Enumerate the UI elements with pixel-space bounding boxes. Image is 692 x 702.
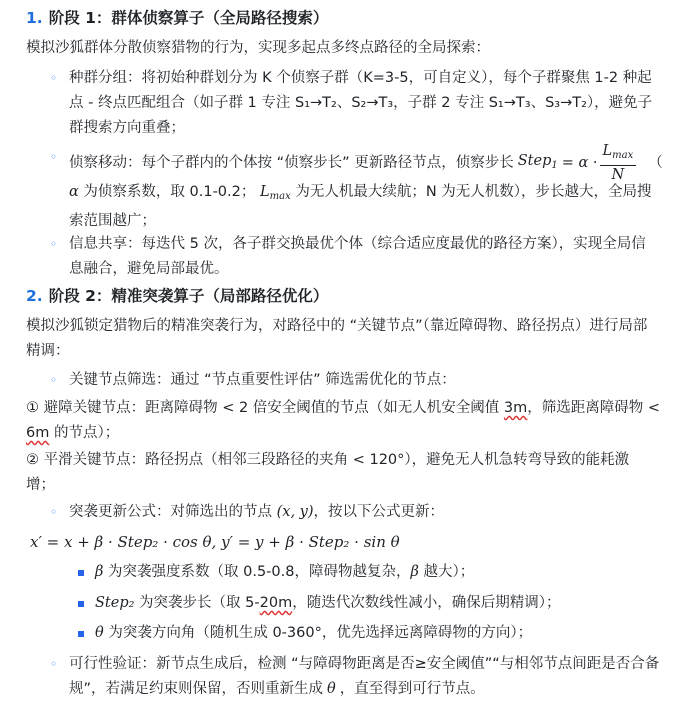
text-segment: 规”，若满足约束则保留，否则重新生成	[69, 681, 324, 697]
bullet-icon: ◦	[50, 505, 58, 519]
math-sub: max	[612, 150, 634, 161]
text-segment: ，筛选距离障碍物 <	[527, 400, 661, 416]
bullet-icon: ◦	[50, 373, 58, 387]
text-line: 信息共享：每迭代 5 次，各子群交换最优个体（综合适应度最优的路径方案），实现全局信	[69, 236, 646, 252]
text-line: 精调：	[26, 343, 70, 359]
text-line	[26, 396, 684, 421]
bullet-icon: ◦	[50, 71, 58, 85]
fraction-denominator: N	[611, 167, 625, 183]
text-line: 点 - 终点匹配组合（如子群 1 专注 S₁→T₂、S₂→T₃，子群 2 专注 S₁→T₃、S₃→T₂），避免子	[69, 95, 653, 111]
text-line	[69, 180, 682, 209]
stage2-item-update-formula	[69, 500, 682, 525]
math-sub: 1	[551, 159, 558, 171]
stage2-number: 2.	[26, 287, 43, 305]
stage2-item-feasibility	[69, 652, 682, 702]
text-segment: 3m	[503, 400, 528, 416]
text-line	[69, 677, 682, 702]
text-line: 索范围越广；	[69, 213, 156, 229]
math-sub: max	[269, 191, 291, 202]
text-segment: 6m	[26, 425, 50, 441]
text-line: 可行性验证：新节点生成后，检测 “与障碍物距离是否≥安全阈值”“与相邻节点间距是否合备	[69, 656, 660, 672]
math-text: = α ·	[561, 154, 598, 171]
bullet-icon: ◦	[50, 657, 58, 671]
math-text: θ	[327, 681, 336, 697]
math-text: θ	[95, 625, 104, 641]
text-segment: 为侦察系数，取 0.1-0.2；	[83, 184, 256, 200]
bullet-square-icon	[78, 631, 84, 637]
text-line: 增；	[26, 477, 55, 493]
beta-description	[95, 560, 682, 585]
math-text: Step	[517, 152, 552, 169]
theta-description	[95, 621, 682, 646]
avoid-obstacle-criterion	[26, 396, 684, 446]
text-segment: 20m	[259, 595, 293, 611]
bullet-square-icon	[78, 570, 84, 576]
bullet-icon: ◦	[50, 237, 58, 251]
alpha-symbol: α	[69, 184, 79, 200]
smooth-turn-criterion	[26, 448, 684, 498]
text-line: 息融合，避免局部最优。	[69, 261, 229, 277]
stage2-item-key-nodes: 关键节点筛选：通过 “节点重要性评估” 筛选需优化的节点：	[69, 372, 456, 388]
text-segment: ，随迭代次数线性减小，确保后期精调）；	[292, 595, 561, 611]
text-segment: 为突袭强度系数（取 0.5-0.8，障碍物越复杂，	[103, 564, 411, 580]
fraction	[600, 142, 637, 184]
stage2-intro	[26, 314, 684, 364]
text-segment: 为突袭方向角（随机生成 0-360°，优先选择远离障碍物的方向）；	[103, 625, 533, 641]
text-line: 模拟沙狐锁定猎物后的精准突袭行为，对路径中的 “关键节点”（靠近障碍物、路径拐点）进行局部	[26, 318, 648, 334]
stage2-heading	[26, 284, 328, 308]
stage1-item-scout-move	[69, 143, 682, 234]
text-segment: （	[648, 154, 663, 171]
bullet-icon: ◦	[50, 150, 58, 164]
math-text: Step₂	[95, 595, 135, 611]
text-segment: ① 避障关键节点：距离障碍物 < 2 倍安全阈值的节点（如无人机安全阈值	[26, 400, 504, 416]
text-segment: 为无人机最大续航；N 为无人机数），步长越大，全局搜	[295, 184, 652, 200]
text-segment: 的节点）；	[49, 425, 120, 441]
stage1-item-info-share	[69, 232, 682, 282]
stage1-title: 阶段 1：群体侦察算子（全局路径搜索）	[48, 9, 329, 27]
text-segment: ，直至得到可行节点。	[339, 681, 485, 697]
stage1-heading	[26, 6, 328, 30]
stage1-intro: 模拟沙狐群体分散侦察猎物的行为，实现多起点多终点路径的全局探索：	[26, 40, 490, 56]
text-line: 种群分组：将初始种群划分为 K 个侦察子群（K=3-5，可自定义），每个子群聚焦 1-2 种起	[69, 70, 652, 86]
stage1-item-grouping	[69, 66, 682, 141]
text-segment: 为突袭步长（取 5-	[134, 595, 260, 611]
text-segment: 侦察移动：每个子群内的个体按 “侦察步长” 更新路径节点，侦察步长	[69, 154, 514, 171]
math-text: β	[410, 564, 419, 580]
step1-symbol	[518, 149, 558, 178]
text-segment: 越大）；	[418, 564, 475, 580]
update-formula: x′ = x + β · Step₂ · cos θ, y′ = y + β · Step₂ · sin θ	[30, 533, 400, 551]
text-line	[26, 421, 684, 446]
stage2-title: 阶段 2：精准突袭算子（局部路径优化）	[48, 287, 329, 305]
text-segment: ，按以下公式更新：	[313, 504, 445, 520]
math-text: L	[602, 143, 613, 159]
text-segment: 突袭更新公式：对筛选出的节点	[69, 504, 277, 520]
lmax-symbol	[260, 184, 291, 200]
stage1-number: 1.	[26, 9, 43, 27]
step2-description	[95, 591, 682, 616]
math-text: L	[259, 184, 270, 200]
bullet-square-icon	[78, 601, 84, 607]
text-line: ② 平滑关键节点：路径拐点（相邻三段路径的夹角 < 120°），避免无人机急转弯导致的能耗激	[26, 452, 630, 468]
fraction-numerator	[600, 142, 637, 166]
math-text: β	[95, 564, 104, 580]
math-text: (x, y)	[276, 504, 314, 520]
text-line	[69, 143, 682, 183]
text-line: 群搜索方向重叠；	[69, 120, 185, 136]
